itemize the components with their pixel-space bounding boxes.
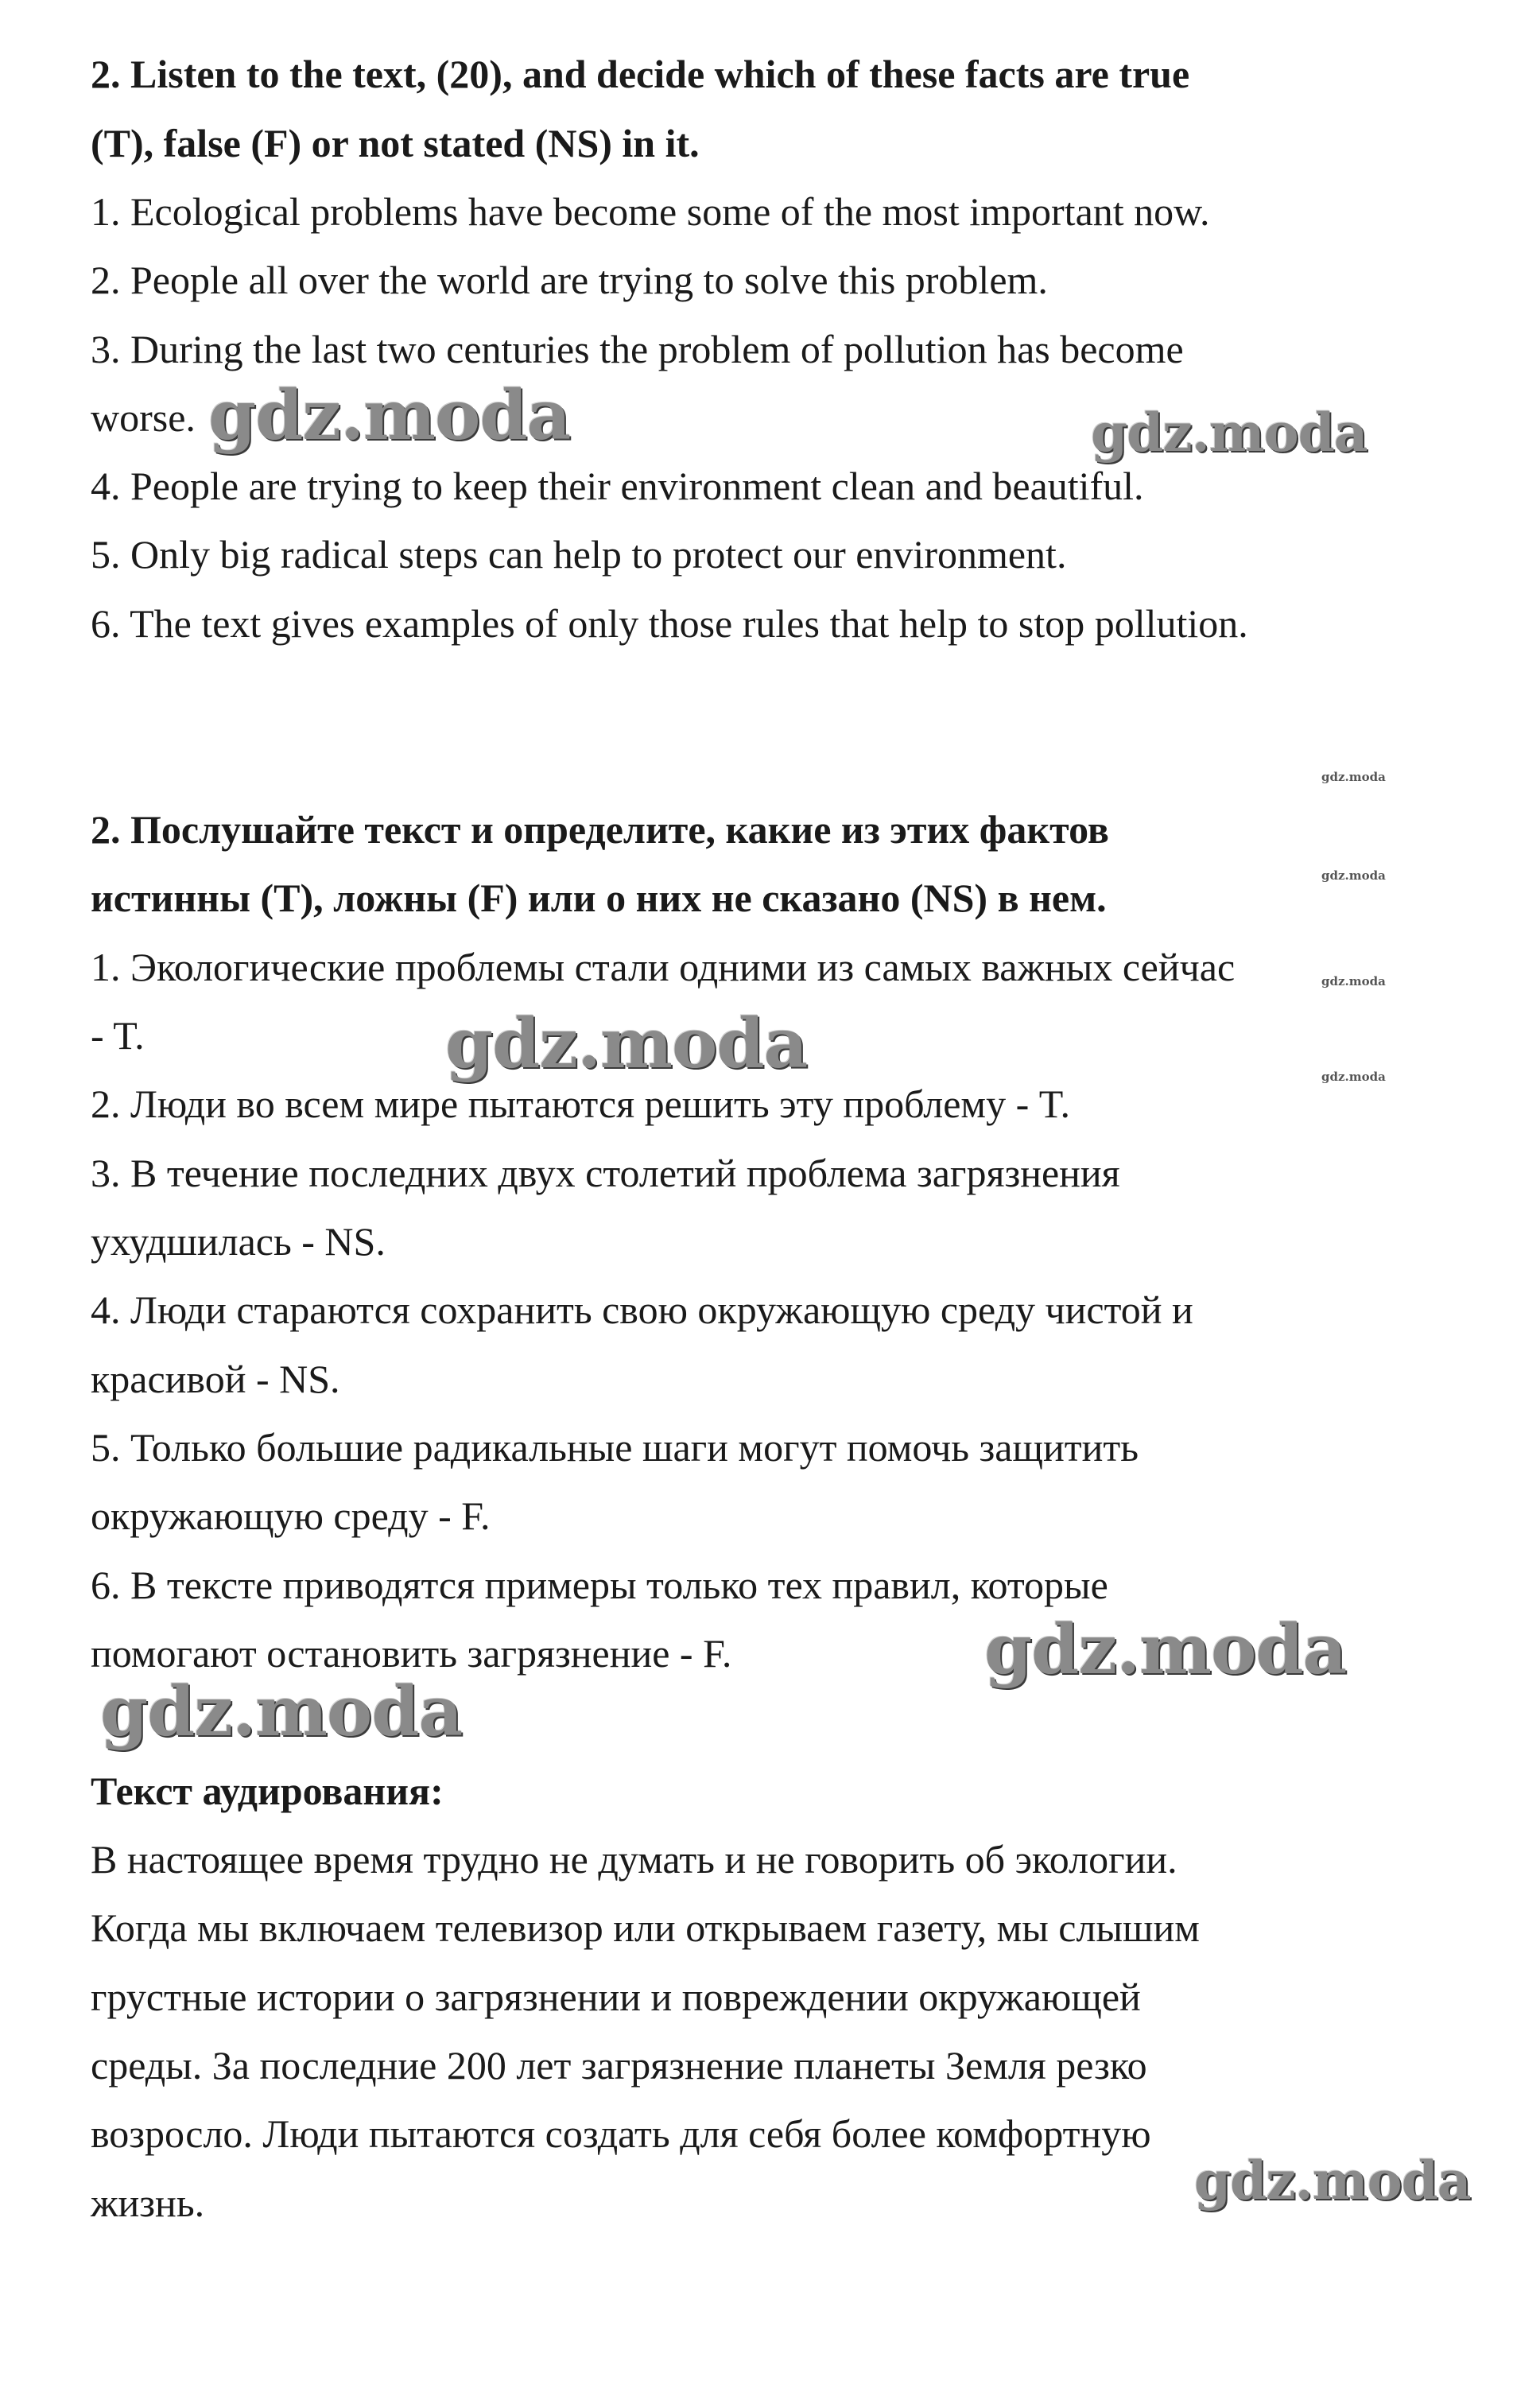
task-ru-item: помогают остановить загрязнение - F. <box>91 1631 732 1676</box>
task-en-item: 6. The text gives examples of only those rules that help to stop pollution. <box>91 601 1248 646</box>
watermark: gdz.moda <box>208 375 571 456</box>
task-ru-item: 6. В тексте приводятся примеры только тех правил, которые <box>91 1563 1108 1607</box>
watermark: gdz.moda <box>445 1004 808 1084</box>
task-ru-item: 5. Только большие радикальные шаги могут помочь защитить <box>91 1425 1139 1470</box>
task-ru-item: 2. Люди во всем мире пытаются решить эту проблему - T. <box>91 1082 1071 1126</box>
watermark: gdz.moda <box>1321 770 1386 784</box>
listening-line: грустные истории о загрязнении и повреждении окружающей <box>91 1975 1141 2019</box>
watermark: gdz.moda <box>1321 1070 1386 1084</box>
watermark: gdz.moda <box>1321 974 1386 988</box>
watermark: gdz.moda <box>100 1672 463 1752</box>
task-en-title-line: 2. Listen to the text, (20), and decide which of these facts are true <box>91 52 1190 96</box>
watermark: gdz.moda <box>984 1610 1347 1690</box>
task-ru-item: - T. <box>91 1013 145 1058</box>
task-en-item: 5. Only big radical steps can help to protect our environment. <box>91 532 1067 577</box>
watermark: gdz.moda <box>1194 2150 1471 2212</box>
task-en-item: 2. People all over the world are trying to solve this problem. <box>91 258 1048 302</box>
task-ru-item: 3. В течение последних двух столетий проблема загрязнения <box>91 1151 1120 1195</box>
task-ru-title-line: истинны (T), ложны (F) или о них не сказано (NS) в нем. <box>91 876 1107 920</box>
task-en-title-line: (T), false (F) or not stated (NS) in it. <box>91 121 700 165</box>
listening-line: возросло. Люди пытаются создать для себя более комфортную <box>91 2111 1151 2156</box>
task-ru-item: красивой - NS. <box>91 1357 340 1401</box>
listening-line: Когда мы включаем телевизор или открываем газету, мы слышим <box>91 1905 1200 1950</box>
watermark: gdz.moda <box>1321 868 1386 883</box>
watermark: gdz.moda <box>1091 402 1368 464</box>
task-en-item: 4. People are trying to keep their environment clean and beautiful. <box>91 464 1144 508</box>
task-ru-title-line: 2. Послушайте текст и определите, какие из этих фактов <box>91 807 1109 852</box>
task-en-item: 3. During the last two centuries the problem of pollution has become <box>91 327 1184 371</box>
listening-heading: Текст аудирования: <box>91 1769 444 1813</box>
task-en-item: worse. <box>91 395 196 440</box>
task-ru-item: ухудшилась - NS. <box>91 1219 386 1264</box>
listening-line: В настоящее время трудно не думать и не говорить об экологии. <box>91 1837 1177 1882</box>
task-en-item: 1. Ecological problems have become some of the most important now. <box>91 189 1210 234</box>
task-ru-item: окружающую среду - F. <box>91 1493 491 1538</box>
listening-line: среды. За последние 200 лет загрязнение планеты Земля резко <box>91 2043 1147 2088</box>
listening-line: жизнь. <box>91 2181 205 2225</box>
task-ru-item: 4. Люди стараются сохранить свою окружающую среду чистой и <box>91 1288 1193 1332</box>
task-ru-item: 1. Экологические проблемы стали одними из самых важных сейчас <box>91 945 1236 989</box>
